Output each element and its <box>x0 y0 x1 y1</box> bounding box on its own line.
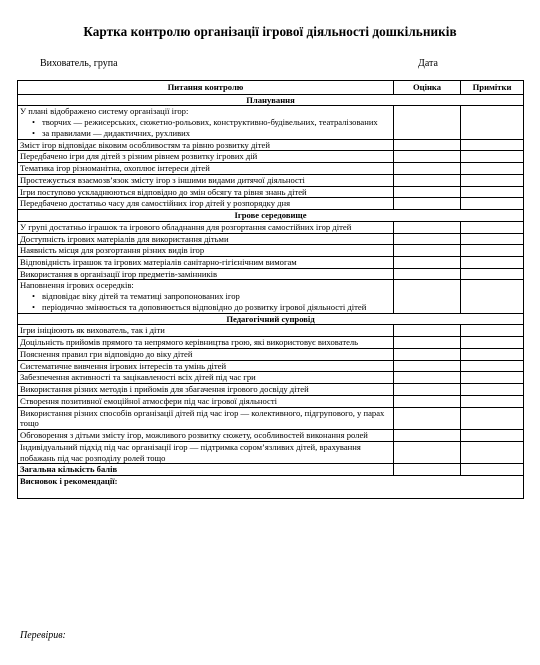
section-title: Педагогічний супровід <box>18 313 524 325</box>
control-table <box>17 80 524 499</box>
notes-cell[interactable] <box>461 151 524 163</box>
checked-by-label: Перевірив: <box>20 630 66 641</box>
question-text: Передбачено достатньо часу для самостійних ігор дітей у розпорядку дня <box>20 198 291 209</box>
table-row <box>18 139 524 151</box>
question-text: Ігри поступово ускладнюються відповідно до змін обсягу та рівня знань дітей <box>20 186 307 197</box>
notes-cell[interactable] <box>461 186 524 198</box>
score-cell[interactable] <box>394 268 461 280</box>
question-text: Передбачено ігри для дітей з різним рівнем розвитку ігрових дій <box>20 151 258 162</box>
table-row <box>18 372 524 384</box>
bullet-item: • періодично змінюється та доповнюється відповідно до розвитку ігрової діяльності дітей <box>42 302 391 313</box>
table-row <box>18 245 524 257</box>
score-cell[interactable] <box>394 163 461 175</box>
question-text: Відповідність іграшок та ігрових матеріалів санітарно-гігієнічним вимогам <box>20 257 297 268</box>
score-cell[interactable] <box>394 233 461 245</box>
table-row <box>18 268 524 280</box>
bullet-item: • творчих — режисерських, сюжетно-рольових, конструктивно-будівельних, театралізованих <box>42 117 391 128</box>
teacher-group-label: Вихователь, група <box>40 58 118 69</box>
question-cell <box>18 268 394 280</box>
header-question: Питання контролю <box>18 81 394 95</box>
question-text: У плані відображено систему організації ігор: <box>20 106 189 117</box>
question-text: Створення позитивної емоційної атмосфери під час ігрової діяльності <box>20 395 277 406</box>
notes-cell[interactable] <box>461 407 524 429</box>
table-row <box>18 325 524 337</box>
score-cell[interactable] <box>394 139 461 151</box>
question-cell <box>18 233 394 245</box>
conclusion-label[interactable]: Висновок і рекомендації: <box>18 475 524 498</box>
question-text: Використання різних способів організації дітей під час ігор — колективного, підгрупового, у парах тощо <box>20 407 385 429</box>
bullet-list <box>20 117 391 138</box>
score-cell[interactable] <box>394 395 461 407</box>
question-cell <box>18 384 394 396</box>
notes-cell[interactable] <box>461 139 524 151</box>
notes-cell[interactable] <box>461 395 524 407</box>
question-cell <box>18 106 394 139</box>
question-cell <box>18 245 394 257</box>
score-cell[interactable] <box>394 407 461 429</box>
total-row <box>18 464 524 476</box>
question-text: Індивідуальний підхід під час організації ігор — підтримка сором’язливих дітей, врахування побажань під час розподілу ролей тощо <box>20 441 361 463</box>
notes-cell[interactable] <box>461 245 524 257</box>
question-cell <box>18 395 394 407</box>
table-row <box>18 337 524 349</box>
question-cell <box>18 337 394 349</box>
question-cell <box>18 430 394 442</box>
score-cell[interactable] <box>394 174 461 186</box>
notes-cell[interactable] <box>461 337 524 349</box>
table-row <box>18 430 524 442</box>
table-row <box>18 233 524 245</box>
header-score: Оцінка <box>394 81 461 95</box>
question-text: Ігри ініціюють як вихователь, так і діти <box>20 325 165 336</box>
question-text: Зміст ігор відповідає віковим особливостям та рівню розвитку дітей <box>20 139 270 150</box>
question-text: Простежується взаємозв’язок змісту ігор з іншими видами дитячої діяльності <box>20 174 305 185</box>
question-text: У групі достатньо іграшок та ігрового обладнання для розгортання самостійних ігор дітей <box>20 221 352 232</box>
question-cell <box>18 257 394 269</box>
question-cell <box>18 198 394 210</box>
score-cell[interactable] <box>394 430 461 442</box>
table-row <box>18 163 524 175</box>
table-row <box>18 280 524 313</box>
notes-cell[interactable] <box>461 372 524 384</box>
notes-cell[interactable] <box>461 268 524 280</box>
question-text: Наявність місця для розгортання різних видів ігор <box>20 245 205 256</box>
question-cell <box>18 441 394 463</box>
total-notes-cell[interactable] <box>461 464 524 476</box>
notes-cell[interactable] <box>461 163 524 175</box>
table-body <box>18 94 524 464</box>
question-text: Систематичне вивчення ігрових інтересів та умінь дітей <box>20 360 227 371</box>
section-row <box>18 94 524 106</box>
question-text: Доступність ігрових матеріалів для використання дітьми <box>20 233 229 244</box>
notes-cell[interactable] <box>461 384 524 396</box>
question-cell <box>18 360 394 372</box>
table-row <box>18 106 524 139</box>
score-cell[interactable] <box>394 280 461 313</box>
question-cell <box>18 186 394 198</box>
notes-cell[interactable] <box>461 198 524 210</box>
table-row <box>18 198 524 210</box>
question-text: Наповнення ігрових осередків: <box>20 280 134 291</box>
question-cell <box>18 151 394 163</box>
score-cell[interactable] <box>394 151 461 163</box>
table-row <box>18 257 524 269</box>
section-title: Ігрове середовище <box>18 210 524 222</box>
bullet-item: • відповідає віку дітей та тематиці запропонованих ігор <box>42 291 391 302</box>
table-row <box>18 348 524 360</box>
score-cell[interactable] <box>394 198 461 210</box>
question-text: Доцільність прийомів прямого та непрямого керівництва грою, які використовує вихователь <box>20 337 359 348</box>
question-text: Забезпечення активності та зацікавленості всіх дітей під час гри <box>20 372 256 383</box>
question-text: Використання різних методів і прийомів для збагачення ігрового досвіду дітей <box>20 384 309 395</box>
question-cell <box>18 407 394 429</box>
section-title: Планування <box>18 94 524 106</box>
question-cell <box>18 280 394 313</box>
notes-cell[interactable] <box>461 221 524 233</box>
table-row <box>18 407 524 429</box>
table-row <box>18 441 524 463</box>
score-cell[interactable] <box>394 257 461 269</box>
score-cell[interactable] <box>394 348 461 360</box>
document-title: Картка контролю організації ігрової діяльності дошкільників <box>83 24 457 39</box>
question-text: Пояснення правил гри відповідно до віку дітей <box>20 348 193 359</box>
notes-cell[interactable] <box>461 348 524 360</box>
table-row <box>18 151 524 163</box>
table-row <box>18 395 524 407</box>
score-cell[interactable] <box>394 384 461 396</box>
notes-cell[interactable] <box>461 257 524 269</box>
notes-cell[interactable] <box>461 280 524 313</box>
notes-cell[interactable] <box>461 325 524 337</box>
score-cell[interactable] <box>394 325 461 337</box>
question-cell <box>18 221 394 233</box>
question-cell <box>18 325 394 337</box>
question-cell <box>18 372 394 384</box>
notes-cell[interactable] <box>461 106 524 139</box>
notes-cell[interactable] <box>461 174 524 186</box>
question-text: Тематика ігор різноманітна, охоплює інтереси дітей <box>20 163 210 174</box>
total-label: Загальна кількість балів <box>18 464 394 476</box>
section-row <box>18 210 524 222</box>
score-cell[interactable] <box>394 441 461 463</box>
score-cell[interactable] <box>394 360 461 372</box>
question-cell <box>18 139 394 151</box>
score-cell[interactable] <box>394 372 461 384</box>
notes-cell[interactable] <box>461 441 524 463</box>
question-text: Використання в організації ігор предметів-замінників <box>20 268 218 279</box>
question-cell <box>18 348 394 360</box>
table-row <box>18 384 524 396</box>
score-cell[interactable] <box>394 186 461 198</box>
notes-cell[interactable] <box>461 430 524 442</box>
score-cell[interactable] <box>394 245 461 257</box>
question-cell <box>18 163 394 175</box>
conclusion-row <box>18 475 524 498</box>
date-label: Дата <box>418 58 438 69</box>
table-row <box>18 360 524 372</box>
score-cell[interactable] <box>394 221 461 233</box>
section-row <box>18 313 524 325</box>
table-row <box>18 174 524 186</box>
notes-cell[interactable] <box>461 233 524 245</box>
question-cell <box>18 174 394 186</box>
bullet-list <box>20 291 391 312</box>
score-cell[interactable] <box>394 337 461 349</box>
table-header-row <box>18 81 524 95</box>
table-row <box>18 221 524 233</box>
table-row <box>18 186 524 198</box>
score-cell[interactable] <box>394 106 461 139</box>
bullet-item: • за правилами — дидактичних, рухливих <box>42 128 391 139</box>
question-text: Обговорення з дітьми змісту ігор, можливого розвитку сюжету, особливостей виконання ролей <box>20 430 368 441</box>
header-notes: Примітки <box>461 81 524 95</box>
total-score-cell[interactable] <box>394 464 461 476</box>
notes-cell[interactable] <box>461 360 524 372</box>
